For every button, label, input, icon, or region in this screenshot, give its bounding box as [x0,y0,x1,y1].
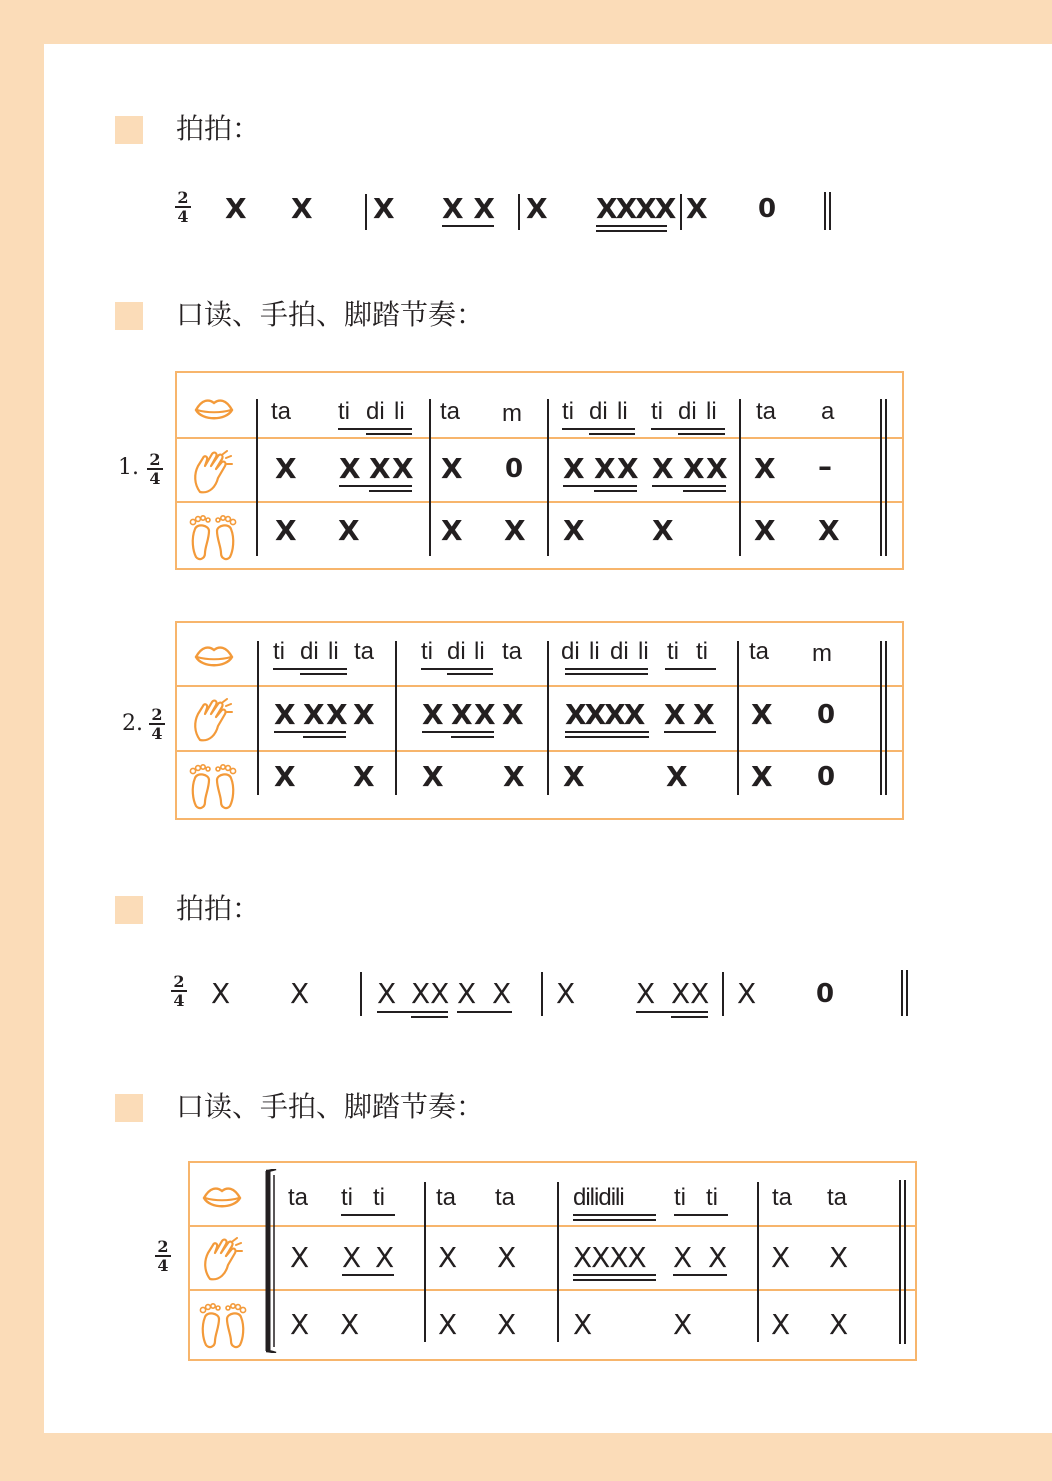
note: X [829,1241,849,1274]
syllable: li [706,398,717,425]
note-group: XX [411,977,450,1010]
note: X [275,514,297,547]
syllable: ti [696,638,708,665]
beam [636,1011,708,1013]
rest: 0 [758,194,777,224]
section-marker [115,116,143,144]
note: X [441,514,463,547]
syllable: ti [421,638,433,665]
syllable: ta [436,1184,457,1211]
beam [683,490,726,492]
beam [421,668,493,670]
time-signature: $\frac{2}{4}$ [155,1239,171,1273]
beam [674,1214,728,1216]
beam [565,736,649,738]
exercise-number: 2. [122,711,143,736]
note: X [563,760,585,793]
note: X [373,192,395,225]
note: X [771,1241,791,1274]
barline [737,641,739,795]
beam [573,1279,656,1281]
note: X [771,1308,791,1341]
barline [360,972,362,1016]
note-group: XXXX [565,698,644,731]
beam [664,731,716,733]
barline [722,972,724,1016]
barline [395,641,397,795]
note: X [502,698,524,731]
section-heading: 口读、手拍、脚踏节奏： [176,298,485,331]
beam [339,485,412,487]
note: X [392,452,414,485]
note: X [556,977,576,1010]
note: X [829,1308,849,1341]
final-barline [901,970,903,1016]
section-heading: 拍拍： [176,112,261,145]
note: X [751,760,773,793]
beam [563,485,637,487]
rest: 0 [817,762,836,792]
note: X [754,452,776,485]
row-divider [175,685,904,687]
section-marker [115,1094,143,1122]
row-divider [175,501,904,503]
note: X [326,698,348,731]
note: X [275,452,297,485]
beam [562,428,635,430]
note: X [492,977,512,1010]
beam [665,668,716,670]
syllable: di [300,638,319,665]
beam [565,673,648,675]
note: X [617,452,639,485]
final-barline [906,970,908,1016]
note: X [422,698,444,731]
note: X [683,452,705,485]
rest: 0 [505,454,524,484]
barline [547,399,549,556]
system-bracket [258,1169,278,1353]
mouth-icon [194,396,234,424]
barline [757,1182,759,1342]
note: X [377,977,397,1010]
barline [557,1182,559,1342]
note: X [474,698,496,731]
feet-icon [197,1301,249,1349]
note: X [594,452,616,485]
beam [341,1214,395,1216]
syllable: ta [772,1184,793,1211]
note: X [369,452,391,485]
syllable: li [638,638,649,665]
note: X [737,977,757,1010]
barline [257,641,259,795]
row-divider [175,437,904,439]
note: X [754,514,776,547]
syllable: di [610,638,629,665]
rest: 0 [817,700,836,730]
syllable: di [366,398,385,425]
beam [573,1274,656,1276]
final-barline [899,1180,901,1344]
note: X [666,760,688,793]
time-signature: $\frac{2}{4}$ [147,452,163,486]
beam [366,433,412,435]
note: X [693,698,715,731]
beam [651,428,725,430]
beam [377,1011,448,1013]
note: X [636,977,656,1010]
beam [303,736,346,738]
mouth-icon [194,643,234,671]
beam [652,485,726,487]
syllable: ti [667,638,679,665]
note: X [353,760,375,793]
final-barline [885,641,887,795]
section-heading: 口读、手拍、脚踏节奏： [176,1090,485,1123]
syllable: ta [288,1184,309,1211]
beam [678,433,725,435]
beam [589,433,635,435]
syllable: ti [651,398,663,425]
note: X [290,1308,310,1341]
note: X [451,698,473,731]
final-barline [885,399,887,556]
syllable: dilidili [573,1184,624,1211]
beam [573,1219,656,1221]
barline [424,1182,426,1342]
note: X [441,452,463,485]
note: X [497,1241,517,1274]
beam [451,736,494,738]
beam [338,428,412,430]
note: X [290,977,310,1010]
syllable: ta [271,398,292,425]
feet-icon [187,513,239,561]
note: X [563,452,585,485]
beam [457,1011,512,1013]
syllable: li [589,638,600,665]
beam [671,1016,708,1018]
syllable: li [394,398,405,425]
rest: 0 [816,979,835,1009]
note: X [339,452,361,485]
syllable: ti [562,398,574,425]
clapping-hands-icon [200,1237,244,1283]
final-barline [904,1180,906,1344]
syllable: ti [373,1184,385,1211]
syllable: ti [706,1184,718,1211]
note: X [504,514,526,547]
beam [369,490,412,492]
note: X [375,1241,395,1274]
barline [541,972,543,1016]
syllable: ta [440,398,461,425]
section-heading: 拍拍： [176,892,261,925]
note: X [291,192,313,225]
row-divider [188,1225,917,1227]
note: X [818,514,840,547]
beam [273,668,347,670]
note: X [274,760,296,793]
syllable: li [328,638,339,665]
note: X [652,452,674,485]
beam [673,1274,727,1276]
beam [442,225,494,227]
beam [342,1274,394,1276]
syllable: ta [502,638,523,665]
syllable: m [812,640,832,667]
syllable: ti [338,398,350,425]
note: X [342,1241,362,1274]
row-divider [188,1289,917,1291]
note: X [573,1308,593,1341]
note: X [211,977,231,1010]
note: X [438,1241,458,1274]
syllable: ti [674,1184,686,1211]
syllable: di [678,398,697,425]
beam [594,490,637,492]
note: X [706,452,728,485]
barline [429,399,431,556]
note: X [457,977,477,1010]
beam [565,731,649,733]
syllable: li [617,398,628,425]
final-barline [829,192,831,230]
note: X [438,1308,458,1341]
syllable: ta [756,398,777,425]
note: X [497,1308,517,1341]
clapping-hands-icon [190,698,234,744]
note: X [225,192,247,225]
beam [422,731,494,733]
syllable: ta [354,638,375,665]
note: X [664,698,686,731]
note: X [422,760,444,793]
section-marker [115,302,143,330]
note: X [673,1241,693,1274]
beam [300,673,347,675]
syllable: li [474,638,485,665]
barline [547,641,549,795]
note-group: XXXX [596,192,675,225]
final-barline [880,641,882,795]
syllable: di [589,398,608,425]
note: X [338,514,360,547]
barline [365,194,367,230]
note-group: XX [671,977,710,1010]
time-signature: $\frac{2}{4}$ [149,707,165,741]
beam [596,230,667,232]
note: X [563,514,585,547]
note: X [686,192,708,225]
syllable: ti [341,1184,353,1211]
final-barline [824,192,826,230]
note: X [340,1308,360,1341]
note: X [353,698,375,731]
syllable: m [502,400,522,427]
exercise-number: 1. [118,455,139,480]
final-barline [880,399,882,556]
time-signature: $\frac{2}{4}$ [175,190,191,224]
mouth-icon [202,1184,242,1212]
note: X [303,698,325,731]
note-group: X X [442,192,495,225]
note: X [673,1308,693,1341]
note: X [652,514,674,547]
note: X [274,698,296,731]
syllable: ta [749,638,770,665]
note: X [751,698,773,731]
note: X [708,1241,728,1274]
syllable: di [447,638,466,665]
syllable: a [821,398,835,425]
beam [565,668,648,670]
feet-icon [187,762,239,810]
beam [447,673,493,675]
dash: – [818,450,832,483]
barline [680,194,682,230]
row-divider [175,750,904,752]
beam [411,1016,448,1018]
beam [274,731,346,733]
note: X [526,192,548,225]
clapping-hands-icon [190,450,234,496]
barline [739,399,741,556]
syllable: ta [495,1184,516,1211]
syllable: ti [273,638,285,665]
time-signature: $\frac{2}{4}$ [171,974,187,1008]
note: X [503,760,525,793]
barline [518,194,520,230]
barline [256,399,258,556]
syllable: di [561,638,580,665]
section-marker [115,896,143,924]
beam [573,1214,656,1216]
note: X [290,1241,310,1274]
page [44,44,1052,1433]
note-group: XXXX [573,1241,646,1274]
beam [596,225,667,227]
syllable: ta [827,1184,848,1211]
